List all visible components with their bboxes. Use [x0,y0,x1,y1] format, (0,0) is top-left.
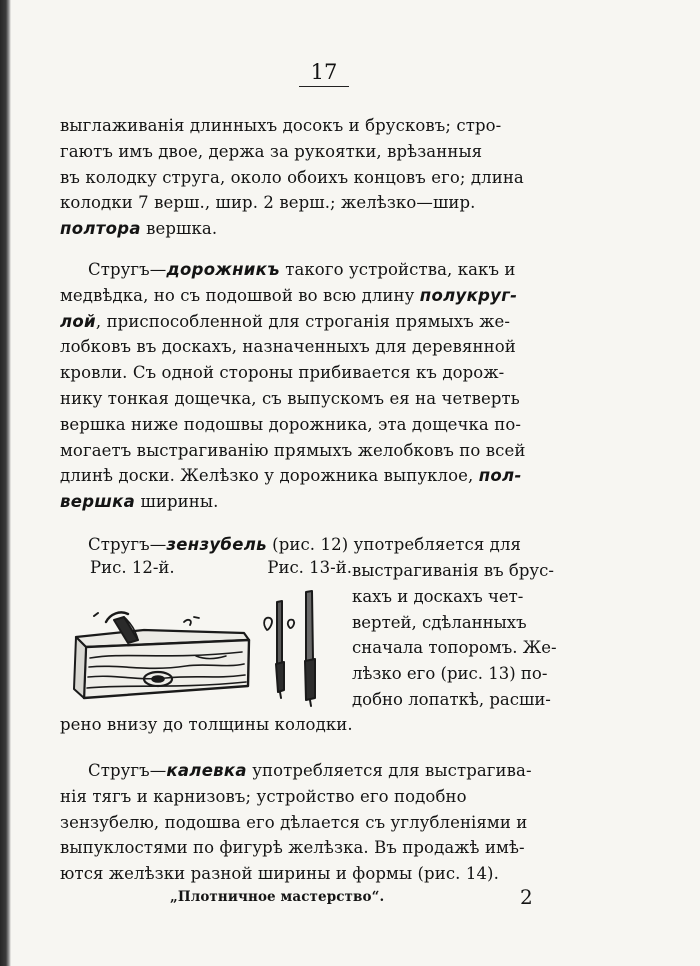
text-line: длинѣ доски. Желѣзко у дорожника выпуклое, пол- [60,466,522,486]
text-line: рено внизу до толщины колодки. [60,715,353,734]
italic-term: дорожникъ [166,260,280,279]
figure-captions [90,558,352,577]
text-line: сначала топоромъ. Же- [352,638,557,658]
plane-body-drawing [74,612,249,698]
text-line: Стругъ—дорожникъ такого устройства, какъ и [88,260,516,279]
text-line: нія тягъ и карнизовъ; устройство его подобно [60,786,467,806]
italic-term: пол- [478,466,522,486]
paragraph-3-first-line [60,532,586,558]
text-line: добно лопаткѣ, расши- [352,689,551,709]
italic-term: лой [60,311,96,331]
text-line: лой, приспособленной для строганія прямыхъ же- [60,311,511,331]
text-line: кахъ и доскахъ чет- [352,586,524,606]
text-line: вершка ниже подошвы дорожника, эта дощечка по- [60,414,522,434]
italic-term: зензубель [166,535,267,554]
text-line: вершка ширины. [60,492,219,512]
figure-13-caption: Рис. 13-й. [267,558,352,577]
figure-12-caption: Рис. 12-й. [90,558,175,577]
italic-term: калевка [166,761,247,780]
paragraph-2 [60,257,586,515]
text-line: выстрагиванія въ брус- [352,561,554,580]
blade-figure-13-drawing [264,591,315,706]
text-line: вертей, сдѣланныхъ [352,612,527,632]
text-line: выглаживанія длинныхъ досокъ и брусковъ; стро- [60,116,502,135]
page-binding-edge [0,0,11,966]
text-line: нику тонкая дощечка, съ выпускомъ ея на четверть [60,388,520,408]
text-line: выпуклостями по фигурѣ желѣзка. Въ продажѣ имѣ- [60,838,525,858]
printer-signature-mark: 2 [520,885,533,909]
page-number: 17 [310,60,338,84]
footer-book-title: „Плотничное мастерство“. [170,889,385,905]
text-line: зензубелю, подошва его дѣлается съ углубленіями и [60,812,528,832]
italic-term: вершка [60,492,136,512]
zenzubel-illustration [66,580,352,715]
text-line: Стругъ—калевка употребляется для выстрагива- [88,761,532,780]
paragraph-3-last-line [60,712,586,738]
text-line: гаютъ имъ двое, держа за рукоятки, врѣзанныя [60,141,483,161]
text-line: ются желѣзки разной ширины и формы (рис. 14). [60,864,499,884]
paragraph-1 [60,113,586,242]
text-line: лѣзко его (рис. 13) по- [352,664,548,684]
text-line: могаетъ выстрагиванію прямыхъ желобковъ по всей [60,440,526,460]
text-line: колодки 7 верш., шир. 2 верш.; желѣзко—шир. [60,193,476,213]
text-line: Стругъ—зензубель (рис. 12) употребляется для [88,535,522,554]
text-line: полтора вершка. [60,219,218,239]
text-line: въ колодку струга, около обоихъ концовъ его; длина [60,167,524,187]
text-line: медвѣдка, но съ подошвой во всю длину полукруг- [60,285,518,305]
text-line: кровли. Съ одной стороны прибивается къ дорож- [60,363,505,383]
italic-term: полукруг- [419,285,518,305]
text-line: лобковъ въ доскахъ, назначенныхъ для деревянной [60,337,516,357]
page-number-rule [299,86,349,87]
italic-term: полтора [60,219,141,239]
paragraph-3-side-text [352,558,586,713]
paragraph-4 [60,758,586,887]
